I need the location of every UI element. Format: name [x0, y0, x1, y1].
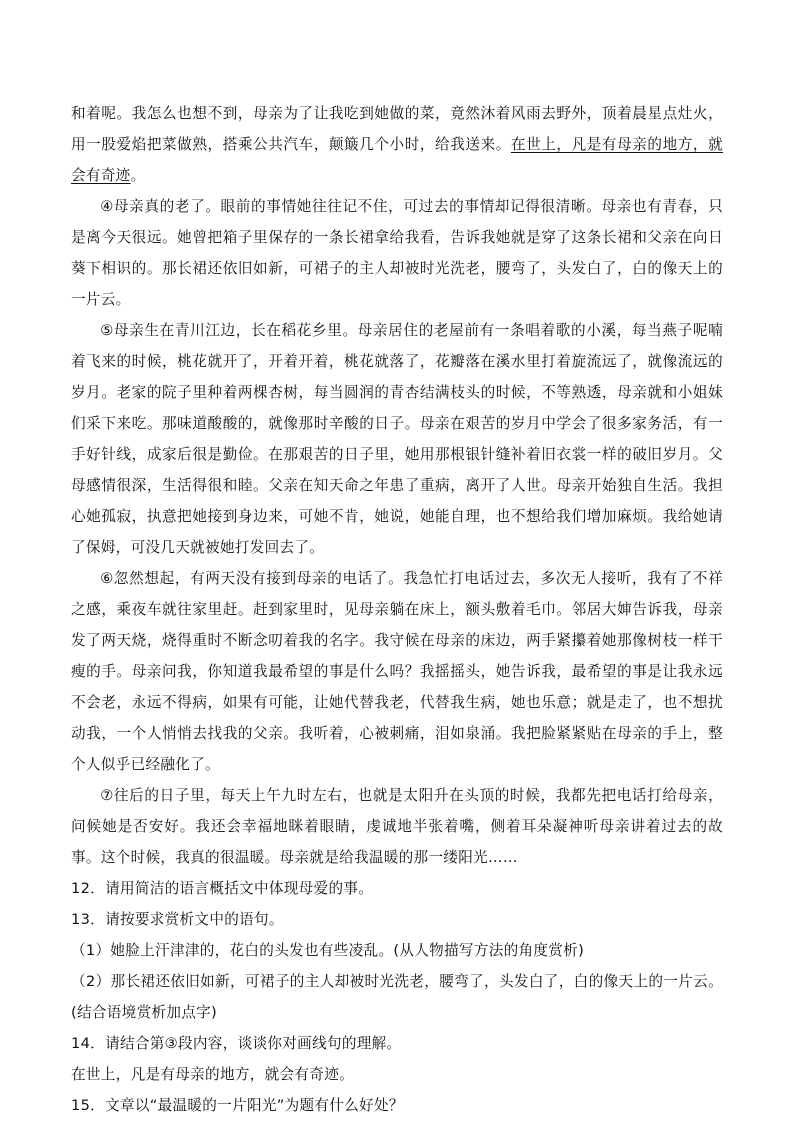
question-13-part-2: （2）那长裙还依旧如新，可裙子的主人却被时光洗老，腰弯了，头发白了，白的像天上的一片云。(结合语境赏析加点字) [71, 973, 723, 1021]
paragraph-end: 。 [130, 167, 146, 184]
question-14: 14．请结合第③段内容，谈谈你对画线句的理解。 [71, 1035, 402, 1052]
underlined-sentence: 在世上，凡是有母亲的地方，就会有奇迹 [71, 136, 723, 184]
question-13-part-1: （1）她脸上汗津津的，花白的头发也有些凌乱。(从人物描写方法的角度赏析) [71, 942, 585, 959]
paragraph-3-continued [71, 98, 723, 191]
question-14-quote: 在世上，凡是有母亲的地方，就会有奇迹。 [71, 1066, 354, 1083]
paragraph-5: ⑤母亲生在青川江边，长在稻花乡里。母亲居住的老屋前有一条唱着歌的小溪，每当燕子呢喃着飞来的时候，桃花就开了，开着开着，桃花就落了，花瓣落在溪水里打着旋流远了，就像流远的岁月。老家的院子里种着两棵杏树，每当圆润的青杏结满枝头的时候，不等熟透，母亲就和小姐妹们采下来吃。那味道酸酸的，就像那时辛酸的日子。母亲在艰苦的岁月中学会了很多家务活，有一手好针线，成家后很是勤俭。在那艰苦的日子里，她用那根银针缝补着旧衣裳一样的破旧岁月。父母感情很深，生活得很和睦。父亲在知天命之年患了重病，离开了人世。母亲开始独自生活。我担心她孤寂，执意把她接到身边来，可她不肯，她说，她能自理，也不想给我们增加麻烦。我给她请了保姆，可没几天就被她打发回去了。 [71, 322, 723, 556]
page-content [71, 98, 723, 1121]
question-15: 15．文章以“最温暖的一片阳光”为题有什么好处？ [71, 1097, 404, 1114]
paragraph-4: ④母亲真的老了。眼前的事情她往往记不住，可过去的事情却记得很清晰。母亲也有青春，只是离今天很远。她曾把箱子里保存的一条长裙拿给我看，告诉我她就是穿了这条长裙和父亲在向日葵下相识的。那长裙还依旧如新，可裙子的主人却被时光洗老，腰弯了，头发白了，白的像天上的一片云。 [71, 198, 723, 308]
paragraph-7: ⑦往后的日子里，每天上午九时左右，也就是太阳升在头顶的时候，我都先把电话打给母亲，问候她是否安好。我还会幸福地眯着眼睛，虔诚地半张着嘴，侧着耳朵凝神听母亲讲着过去的故事。这个时候，我真的很温暖。母亲就是给我温暖的那一缕阳光…… [71, 787, 723, 866]
paragraph-text: 和着呢。我怎么也想不到，母亲为了让我吃到她做的菜，竟然沐着风雨去野外，顶着晨星点灶火，用一股爱焰把菜做熟，搭乘公共汽车，颠簸几个小时，给我送来。 [71, 105, 723, 153]
paragraph-6: ⑥忽然想起，有两天没有接到母亲的电话了。我急忙打电话过去，多次无人接听，我有了不祥之感，乘夜车就往家里赶。赶到家里时，见母亲躺在床上，额头敷着毛巾。邻居大婶告诉我，母亲发了两天烧，烧得重时不断念叨着我的名字。我守候在母亲的床边，两手紧攥着她那像树枝一样干瘦的手。母亲问我，你知道我最希望的事是什么吗？我摇摇头，她告诉我，最希望的事是让我永远不会老，永远不得病，如果有可能，让她代替我老，代替我生病，她也乐意；就是走了，也不想扰动我，一个人悄悄去找我的父亲。我听着，心被刺痛，泪如泉涌。我把脸紧紧贴在母亲的手上，整个人似乎已经融化了。 [71, 570, 723, 773]
question-12: 12．请用简洁的语言概括文中体现母爱的事。 [71, 880, 374, 897]
question-13: 13．请按要求赏析文中的语句。 [71, 911, 284, 928]
